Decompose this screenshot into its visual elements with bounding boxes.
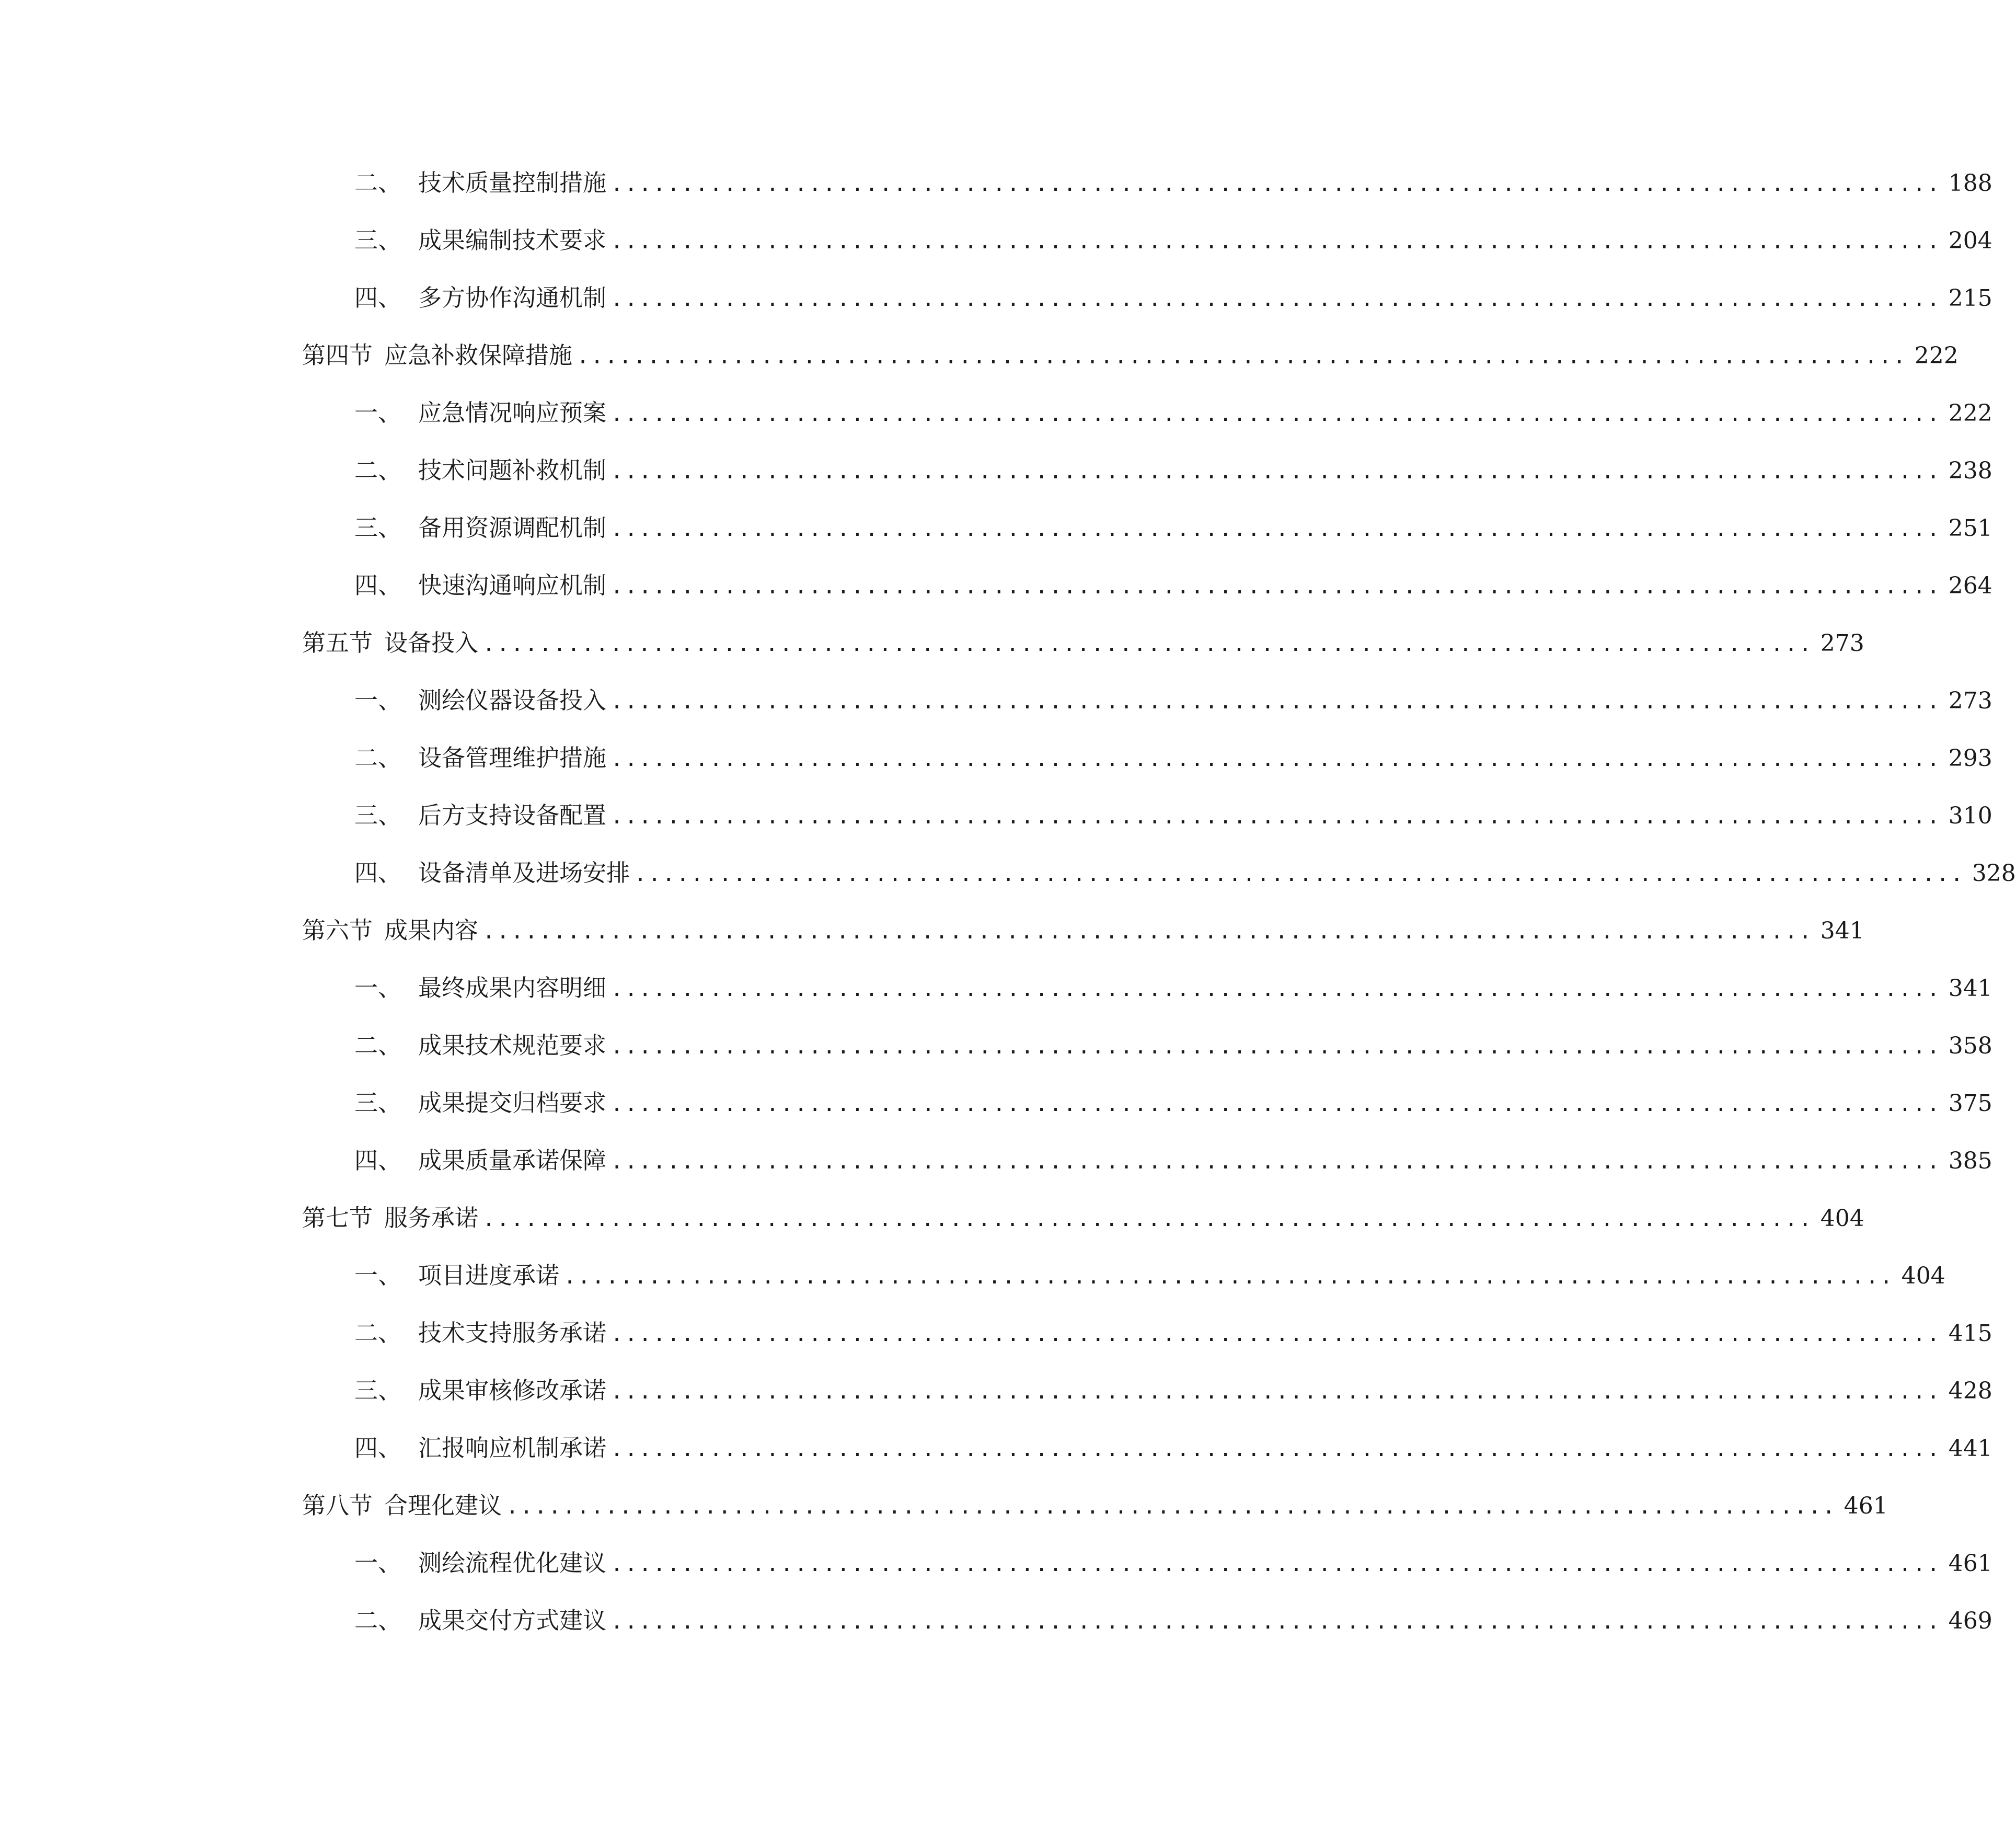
- toc-entry-page: 441: [1948, 1435, 1992, 1462]
- toc-entry-page: 375: [1948, 1090, 1992, 1117]
- toc-entry-number: 四、: [354, 571, 402, 599]
- toc-entry-page: 238: [1948, 457, 1992, 484]
- toc-entry-page: 385: [1948, 1148, 1992, 1174]
- toc-entry-number: 一、: [354, 686, 402, 714]
- toc-entry-page: 461: [1948, 1550, 1992, 1577]
- toc-dot-leader: ..............................................................................................: [610, 172, 1941, 196]
- toc-entry-title: 最终成果内容明细: [418, 974, 607, 1002]
- toc-section-entry[interactable]: [302, 340, 1959, 371]
- toc-entry-number: 四、: [354, 1434, 402, 1462]
- toc-entry-number: 一、: [354, 1262, 402, 1289]
- toc-entry-title: 成果编制技术要求: [418, 226, 607, 254]
- toc-dot-leader: ..............................................................................................: [610, 287, 1941, 311]
- toc-entry-number: 三、: [354, 514, 402, 542]
- toc-entry[interactable]: [354, 1432, 1992, 1464]
- toc-entry[interactable]: [354, 800, 1992, 831]
- toc-dot-leader: ..............................................................................................: [506, 1495, 1837, 1519]
- toc-dot-leader: ..............................................................................................: [610, 805, 1941, 829]
- toc-section-title: 成果内容: [384, 916, 479, 944]
- toc-dot-leader: ..............................................................................................: [610, 1437, 1941, 1461]
- toc-entry[interactable]: [354, 167, 1992, 199]
- toc-entry-page: 188: [1948, 170, 1992, 197]
- toc-entry-page: 469: [1948, 1608, 1992, 1634]
- toc-entry-title: 应急情况响应预案: [418, 399, 607, 427]
- toc-section-entry[interactable]: [302, 915, 1864, 946]
- toc-entry-number: 二、: [354, 456, 402, 484]
- toc-entry-page: 293: [1948, 745, 1992, 772]
- toc-entry-page: 328: [1972, 860, 2016, 887]
- toc-entry-number: 四、: [354, 284, 402, 312]
- toc-section-number: 第五节: [302, 629, 373, 657]
- toc-dot-leader: ..............................................................................................: [482, 632, 1813, 656]
- toc-entry-title: 成果提交归档要求: [418, 1089, 607, 1117]
- toc-entry[interactable]: [354, 1087, 1992, 1119]
- toc-dot-leader: ..............................................................................................: [610, 1610, 1941, 1634]
- toc-entry-number: 三、: [354, 801, 402, 829]
- toc-dot-leader: ..............................................................................................: [610, 1552, 1941, 1576]
- toc-entry-title: 项目进度承诺: [418, 1262, 560, 1289]
- toc-section-number: 第四节: [302, 341, 373, 369]
- toc-entry-title: 成果审核修改承诺: [418, 1377, 607, 1404]
- toc-entry-number: 三、: [354, 226, 402, 254]
- toc-dot-leader: ..............................................................................................: [610, 1380, 1941, 1404]
- toc-entry-number: 一、: [354, 1549, 402, 1577]
- toc-dot-leader: ..............................................................................................: [610, 575, 1941, 599]
- toc-entry-number: 二、: [354, 169, 402, 197]
- toc-entry-number: 三、: [354, 1089, 402, 1117]
- toc-entry-page: 222: [1914, 342, 1959, 369]
- toc-entry[interactable]: [354, 1030, 1992, 1061]
- toc-entry[interactable]: [354, 1605, 1992, 1636]
- toc-dot-leader: ..............................................................................................: [563, 1265, 1894, 1289]
- toc-section-number: 第六节: [302, 916, 373, 944]
- toc-entry-title: 技术支持服务承诺: [418, 1319, 607, 1347]
- toc-dot-leader: ..............................................................................................: [482, 920, 1813, 944]
- toc-entry[interactable]: [354, 1375, 1992, 1406]
- toc-entry[interactable]: [354, 857, 2016, 889]
- toc-entry[interactable]: [354, 742, 1992, 774]
- toc-entry-title: 技术问题补救机制: [418, 456, 607, 484]
- toc-entry-title: 技术质量控制措施: [418, 169, 607, 197]
- toc-entry-number: 一、: [354, 974, 402, 1002]
- toc-entry-title: 后方支持设备配置: [418, 801, 607, 829]
- toc-entry-page: 428: [1948, 1378, 1992, 1404]
- toc-section-title: 应急补救保障措施: [384, 341, 573, 369]
- toc-entry[interactable]: [354, 282, 1992, 314]
- toc-dot-leader: ..............................................................................................: [577, 345, 1907, 369]
- toc-dot-leader: ..............................................................................................: [634, 862, 1965, 886]
- toc-entry-title: 备用资源调配机制: [418, 514, 607, 542]
- toc-entry[interactable]: [354, 397, 1992, 429]
- toc-entry[interactable]: [354, 512, 1992, 544]
- toc-dot-leader: ..............................................................................................: [482, 1207, 1813, 1231]
- toc-entry[interactable]: [354, 1548, 1992, 1579]
- toc-section-title: 设备投入: [384, 629, 479, 657]
- toc-entry-page: 461: [1844, 1493, 1888, 1519]
- toc-section-number: 第八节: [302, 1492, 373, 1519]
- toc-entry-title: 成果交付方式建议: [418, 1607, 607, 1634]
- toc-entry[interactable]: [354, 1260, 1945, 1291]
- toc-entry-title: 设备管理维护措施: [418, 744, 607, 772]
- toc-dot-leader: ..............................................................................................: [610, 517, 1941, 541]
- toc-entry-page: 310: [1948, 803, 1992, 829]
- toc-dot-leader: ..............................................................................................: [610, 1322, 1941, 1346]
- toc-dot-leader: ..............................................................................................: [610, 460, 1941, 484]
- toc-section-title: 合理化建议: [384, 1492, 502, 1519]
- toc-entry-page: 358: [1948, 1033, 1992, 1059]
- toc-entry-page: 404: [1820, 1205, 1864, 1232]
- toc-entry-page: 404: [1901, 1263, 1945, 1289]
- toc-dot-leader: ..............................................................................................: [610, 230, 1941, 254]
- toc-entry-title: 设备清单及进场安排: [418, 859, 630, 887]
- toc-section-entry[interactable]: [302, 627, 1864, 659]
- toc-entry-page: 264: [1948, 572, 1992, 599]
- toc-entry[interactable]: [354, 685, 1992, 716]
- toc-section-entry[interactable]: [302, 1490, 1888, 1521]
- toc-entry-page: 251: [1948, 515, 1992, 542]
- toc-entry-number: 四、: [354, 1147, 402, 1174]
- toc-entry-page: 341: [1948, 975, 1992, 1002]
- toc-dot-leader: ..............................................................................................: [610, 1150, 1941, 1174]
- toc-entry-title: 成果质量承诺保障: [418, 1147, 607, 1174]
- toc-dot-leader: ..............................................................................................: [610, 402, 1941, 426]
- toc-entry[interactable]: [354, 225, 1992, 256]
- toc-entry-title: 汇报响应机制承诺: [418, 1434, 607, 1462]
- toc-entry-page: 341: [1820, 918, 1864, 944]
- toc-entry-page: 415: [1948, 1320, 1992, 1347]
- toc-entry-page: 273: [1948, 687, 1992, 714]
- toc-entry-number: 三、: [354, 1377, 402, 1404]
- toc-entry-page: 222: [1948, 400, 1992, 427]
- toc-entry-number: 二、: [354, 1319, 402, 1347]
- toc-entry[interactable]: [354, 570, 1992, 601]
- toc-entry[interactable]: [354, 1317, 1992, 1349]
- toc-dot-leader: ..............................................................................................: [610, 1092, 1941, 1116]
- toc-entry-number: 二、: [354, 1607, 402, 1634]
- toc-entry-title: 多方协作沟通机制: [418, 284, 607, 312]
- toc-entry-number: 一、: [354, 399, 402, 427]
- toc-dot-leader: ..............................................................................................: [610, 977, 1941, 1001]
- toc-entry-page: 273: [1820, 630, 1864, 657]
- toc-section-title: 服务承诺: [384, 1204, 479, 1232]
- toc-entry[interactable]: [354, 455, 1992, 486]
- toc-entry-number: 四、: [354, 859, 402, 887]
- toc-entry-page: 204: [1948, 227, 1992, 254]
- toc-entry-title: 快速沟通响应机制: [418, 571, 607, 599]
- toc-entry-number: 二、: [354, 744, 402, 772]
- toc-entry-title: 测绘流程优化建议: [418, 1549, 607, 1577]
- toc-section-entry[interactable]: [302, 1202, 1864, 1234]
- toc-entry[interactable]: [354, 972, 1992, 1004]
- toc-entry-page: 215: [1948, 285, 1992, 312]
- toc-entry[interactable]: [354, 1145, 1992, 1176]
- toc-dot-leader: ..............................................................................................: [610, 690, 1941, 714]
- toc-dot-leader: ..............................................................................................: [610, 747, 1941, 771]
- toc-entry-title: 测绘仪器设备投入: [418, 686, 607, 714]
- toc-dot-leader: ..............................................................................................: [610, 1035, 1941, 1059]
- toc-entry-title: 成果技术规范要求: [418, 1031, 607, 1059]
- toc-entry-number: 二、: [354, 1031, 402, 1059]
- toc-section-number: 第七节: [302, 1204, 373, 1232]
